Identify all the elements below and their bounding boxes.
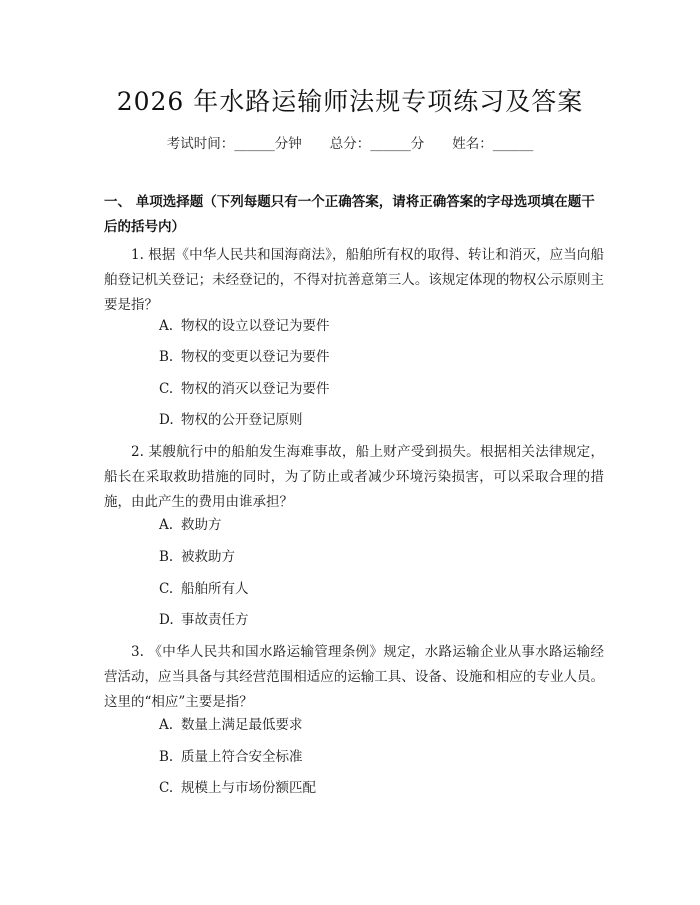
question-3-text: 3. 《中华人民共和国水路运输管理条例》规定，水路运输企业从事水路运输经营活动，应当具备与其经营范围相适应的运输工具、设备、设施和相应的专业人员。这里的“相应”主要是指？ [104,644,604,710]
question-1-option-b [159,347,330,367]
option-text: 物权的变更以登记为要件 [181,349,330,365]
name-field: 姓名：______ [452,136,534,152]
option-text: 数量上满足最低要求 [181,717,303,733]
question-3-option-c [159,778,316,798]
question-2-option-b [159,547,235,567]
option-letter: B. [159,549,174,565]
question-1-option-c [159,379,330,399]
option-letter: C. [159,581,174,597]
question-1-text: 1. 根据《中华人民共和国海商法》，船舶所有权的取得、转让和消灭，应当向船舶登记机关登记；未经登记的，不得对抗善意第三人。该规定体现的物权公示原则主要是指？ [104,247,604,313]
option-text: 物权的消灭以登记为要件 [181,381,330,397]
question-3-option-a [159,715,303,735]
option-letter: A. [159,717,174,733]
option-letter: B. [159,349,174,365]
option-text: 船舶所有人 [181,581,249,597]
question-2-option-c [159,579,249,599]
document-title: 2026 年水路运输师法规专项练习及答案 [116,87,584,116]
option-text: 质量上符合安全标准 [181,749,303,765]
option-letter: A. [159,318,174,334]
option-letter: C. [159,780,174,796]
option-text: 事故责任方 [181,612,249,628]
section-heading: 一、 单项选择题（下列每题只有一个正确答案，请将正确答案的字母选项填在题干后的括号内） [104,194,595,235]
option-letter: C. [159,381,174,397]
option-letter: B. [159,749,174,765]
option-letter: D. [159,612,174,628]
question-3-option-b [159,747,303,767]
option-letter: A. [159,517,174,533]
question-2-option-d [159,610,249,630]
option-text: 被救助方 [181,549,235,565]
question-1-option-a [159,316,330,336]
exam-meta-line [0,132,700,152]
question-2-text: 2. 某艘航行中的船舶发生海难事故，船上财产受到损失。根据相关法律规定，船长在采取救助措施的同时，为了防止或者减少环境污染损害，可以采取合理的措施，由此产生的费用由谁承担？ [104,444,604,510]
option-text: 物权的公开登记原则 [181,412,303,428]
question-2-option-a [159,515,222,535]
option-letter: D. [159,412,174,428]
option-text: 规模上与市场份额匹配 [181,780,316,796]
question-1-option-d [159,410,303,430]
option-text: 救助方 [181,517,222,533]
exam-time-field: 考试时间：______分钟 [166,136,302,152]
total-score-field: 总分：______分 [329,136,425,152]
option-text: 物权的设立以登记为要件 [181,318,330,334]
